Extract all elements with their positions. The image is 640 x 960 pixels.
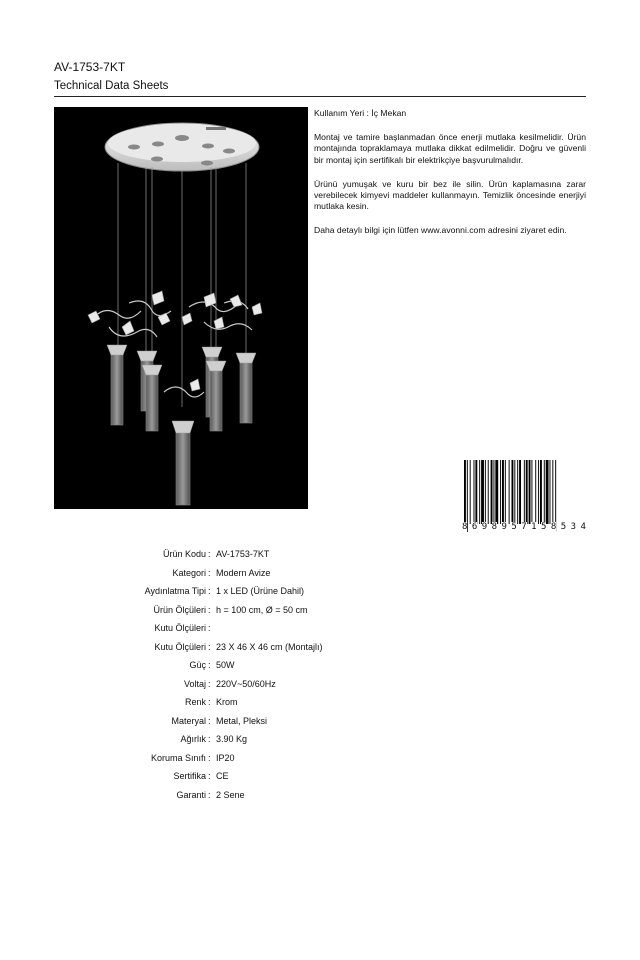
barcode-bar bbox=[550, 460, 551, 524]
barcode-bar bbox=[526, 460, 528, 524]
spec-label: Ürün Ölçüleri bbox=[153, 604, 206, 615]
barcode-bar bbox=[505, 460, 506, 524]
usage-location: Kullanım Yeri : İç Mekan bbox=[314, 108, 407, 118]
spec-value: CE bbox=[216, 771, 229, 781]
info-panel bbox=[314, 108, 586, 250]
barcode-digit: 6 bbox=[471, 522, 478, 532]
barcode-bar bbox=[502, 460, 504, 524]
barcode-bar bbox=[481, 460, 484, 524]
barcode-bar bbox=[552, 460, 553, 524]
barcode-digit: 1 bbox=[531, 522, 537, 532]
spec-value: 2 Sene bbox=[216, 789, 245, 800]
barcode-bar bbox=[474, 460, 475, 524]
spec-separator: : bbox=[208, 549, 211, 559]
safety-paragraph: Montaj ve tamire başlanmadan önce enerji mutlaka kesilmelidir. Ürün montajında topraklamaya mutlaka dikkat edilmelidir. Doğru ve güvenli bir montaj için sertifikalı bir elektrikçiye başvurulmalıdır. bbox=[314, 132, 586, 165]
spec-label: Kutu Ölçüleri bbox=[154, 641, 206, 652]
spec-label: Garanti bbox=[176, 789, 206, 800]
spec-label: Voltaj bbox=[183, 678, 206, 689]
spec-row bbox=[0, 771, 640, 789]
spec-label: Renk bbox=[184, 697, 206, 707]
spec-value: Metal, Pleksi bbox=[216, 715, 268, 726]
barcode-bar bbox=[540, 460, 542, 524]
barcode-bar bbox=[479, 460, 480, 524]
spec-separator: : bbox=[208, 641, 211, 652]
barcode-bar bbox=[470, 460, 471, 524]
barcode-bar bbox=[493, 460, 494, 524]
spec-label: Aydınlatma Tipi bbox=[144, 586, 206, 596]
barcode-digit: 9 bbox=[501, 522, 507, 532]
spec-value: AV-1753-7KT bbox=[216, 549, 270, 559]
barcode-digit: 8 bbox=[491, 522, 498, 532]
barcode-bar bbox=[491, 460, 493, 524]
barcode-digit: 9 bbox=[481, 522, 488, 532]
barcode-bar bbox=[514, 460, 515, 524]
spec-value: 1 x LED (Ürüne Dahil) bbox=[216, 586, 305, 596]
spec-row bbox=[0, 790, 640, 808]
spec-separator: : bbox=[208, 697, 211, 707]
barcode-bar bbox=[495, 460, 498, 524]
spec-row bbox=[0, 660, 640, 678]
spec-separator: : bbox=[208, 678, 211, 689]
more-info-text: Daha detaylı bilgi için lütfen www.avonni.com adresini ziyaret edin. bbox=[314, 225, 567, 236]
spec-row bbox=[0, 753, 640, 771]
barcode-digits bbox=[462, 522, 586, 532]
barcode-bar bbox=[488, 460, 489, 524]
barcode-bar bbox=[529, 460, 531, 524]
spec-row bbox=[0, 734, 640, 752]
chandelier-illustration bbox=[54, 107, 308, 509]
spec-separator: : bbox=[208, 715, 211, 726]
spec-row bbox=[0, 716, 640, 734]
cleaning-paragraph: Ürünü yumuşak ve kuru bir bez ile silin. Ürün kaplamasına zarar verebilecek kimyevi maddeler kullanmayın. Temizlik öncesinde enerjiyi mutlaka kesin. bbox=[314, 178, 586, 212]
barcode-digit: 5 bbox=[511, 522, 517, 532]
barcode-digit: 5 bbox=[560, 522, 567, 532]
spec-value: 220V~50/60Hz bbox=[216, 678, 276, 689]
spec-label: Ürün Kodu bbox=[162, 549, 206, 559]
spec-row bbox=[0, 605, 640, 623]
spec-separator: : bbox=[208, 771, 211, 781]
spec-value: Krom bbox=[216, 697, 238, 707]
spec-value: Modern Avize bbox=[216, 567, 271, 578]
barcode-bar bbox=[531, 460, 532, 524]
spec-row bbox=[0, 679, 640, 697]
spec-value: h = 100 cm, Ø = 50 cm bbox=[216, 604, 308, 615]
spec-separator: : bbox=[208, 789, 211, 800]
barcode-digit: 3 bbox=[570, 522, 577, 532]
barcode-digit: 7 bbox=[521, 522, 527, 532]
spec-label: Koruma Sınıfı bbox=[150, 752, 206, 763]
barcode-bar bbox=[509, 460, 510, 524]
barcode-bar bbox=[544, 460, 545, 524]
spec-label: Kutu Ölçüleri bbox=[154, 623, 206, 633]
spec-separator: : bbox=[208, 752, 211, 763]
spec-separator: : bbox=[208, 567, 211, 578]
spec-row bbox=[0, 586, 640, 604]
header-divider bbox=[54, 96, 586, 97]
barcode-bar bbox=[524, 460, 525, 524]
barcode-bar bbox=[475, 460, 477, 524]
spec-label: Sertifika bbox=[173, 771, 206, 781]
barcode-digit: 8 bbox=[462, 522, 468, 532]
model-code-title: AV-1753-7KT bbox=[54, 60, 126, 74]
spec-value: IP20 bbox=[216, 752, 235, 763]
barcode-digit: 4 bbox=[580, 522, 586, 532]
barcode-bar bbox=[546, 460, 549, 524]
barcode-digit: 5 bbox=[541, 522, 547, 532]
spec-label: Kategori bbox=[172, 567, 206, 578]
spec-row bbox=[0, 549, 640, 567]
spec-separator: : bbox=[208, 734, 211, 744]
spec-separator: : bbox=[208, 660, 211, 670]
spec-label: Ağırlık bbox=[180, 734, 206, 744]
spec-separator: : bbox=[208, 604, 211, 615]
spec-row bbox=[0, 623, 640, 641]
barcode-bar bbox=[538, 460, 539, 524]
spec-row bbox=[0, 697, 640, 715]
barcode-bar bbox=[512, 460, 514, 524]
barcode-bar bbox=[485, 460, 486, 524]
spec-label: Materyal bbox=[171, 715, 206, 726]
spec-row bbox=[0, 642, 640, 660]
page-subtitle: Technical Data Sheets bbox=[54, 80, 169, 92]
barcode-digit: 8 bbox=[550, 522, 557, 532]
spec-label: Güç bbox=[189, 660, 206, 670]
barcode-bar bbox=[500, 460, 501, 524]
spec-separator: : bbox=[208, 623, 211, 633]
barcode-bar bbox=[535, 460, 536, 524]
spec-value: 50W bbox=[216, 660, 235, 670]
product-photo bbox=[54, 107, 308, 509]
barcode-bar bbox=[519, 460, 521, 524]
spec-value: 23 X 46 X 46 cm (Montajlı) bbox=[216, 641, 323, 652]
spec-value: 3.90 Kg bbox=[216, 734, 248, 744]
barcode-bar bbox=[517, 460, 518, 524]
spec-separator: : bbox=[208, 586, 211, 596]
spec-row bbox=[0, 568, 640, 586]
